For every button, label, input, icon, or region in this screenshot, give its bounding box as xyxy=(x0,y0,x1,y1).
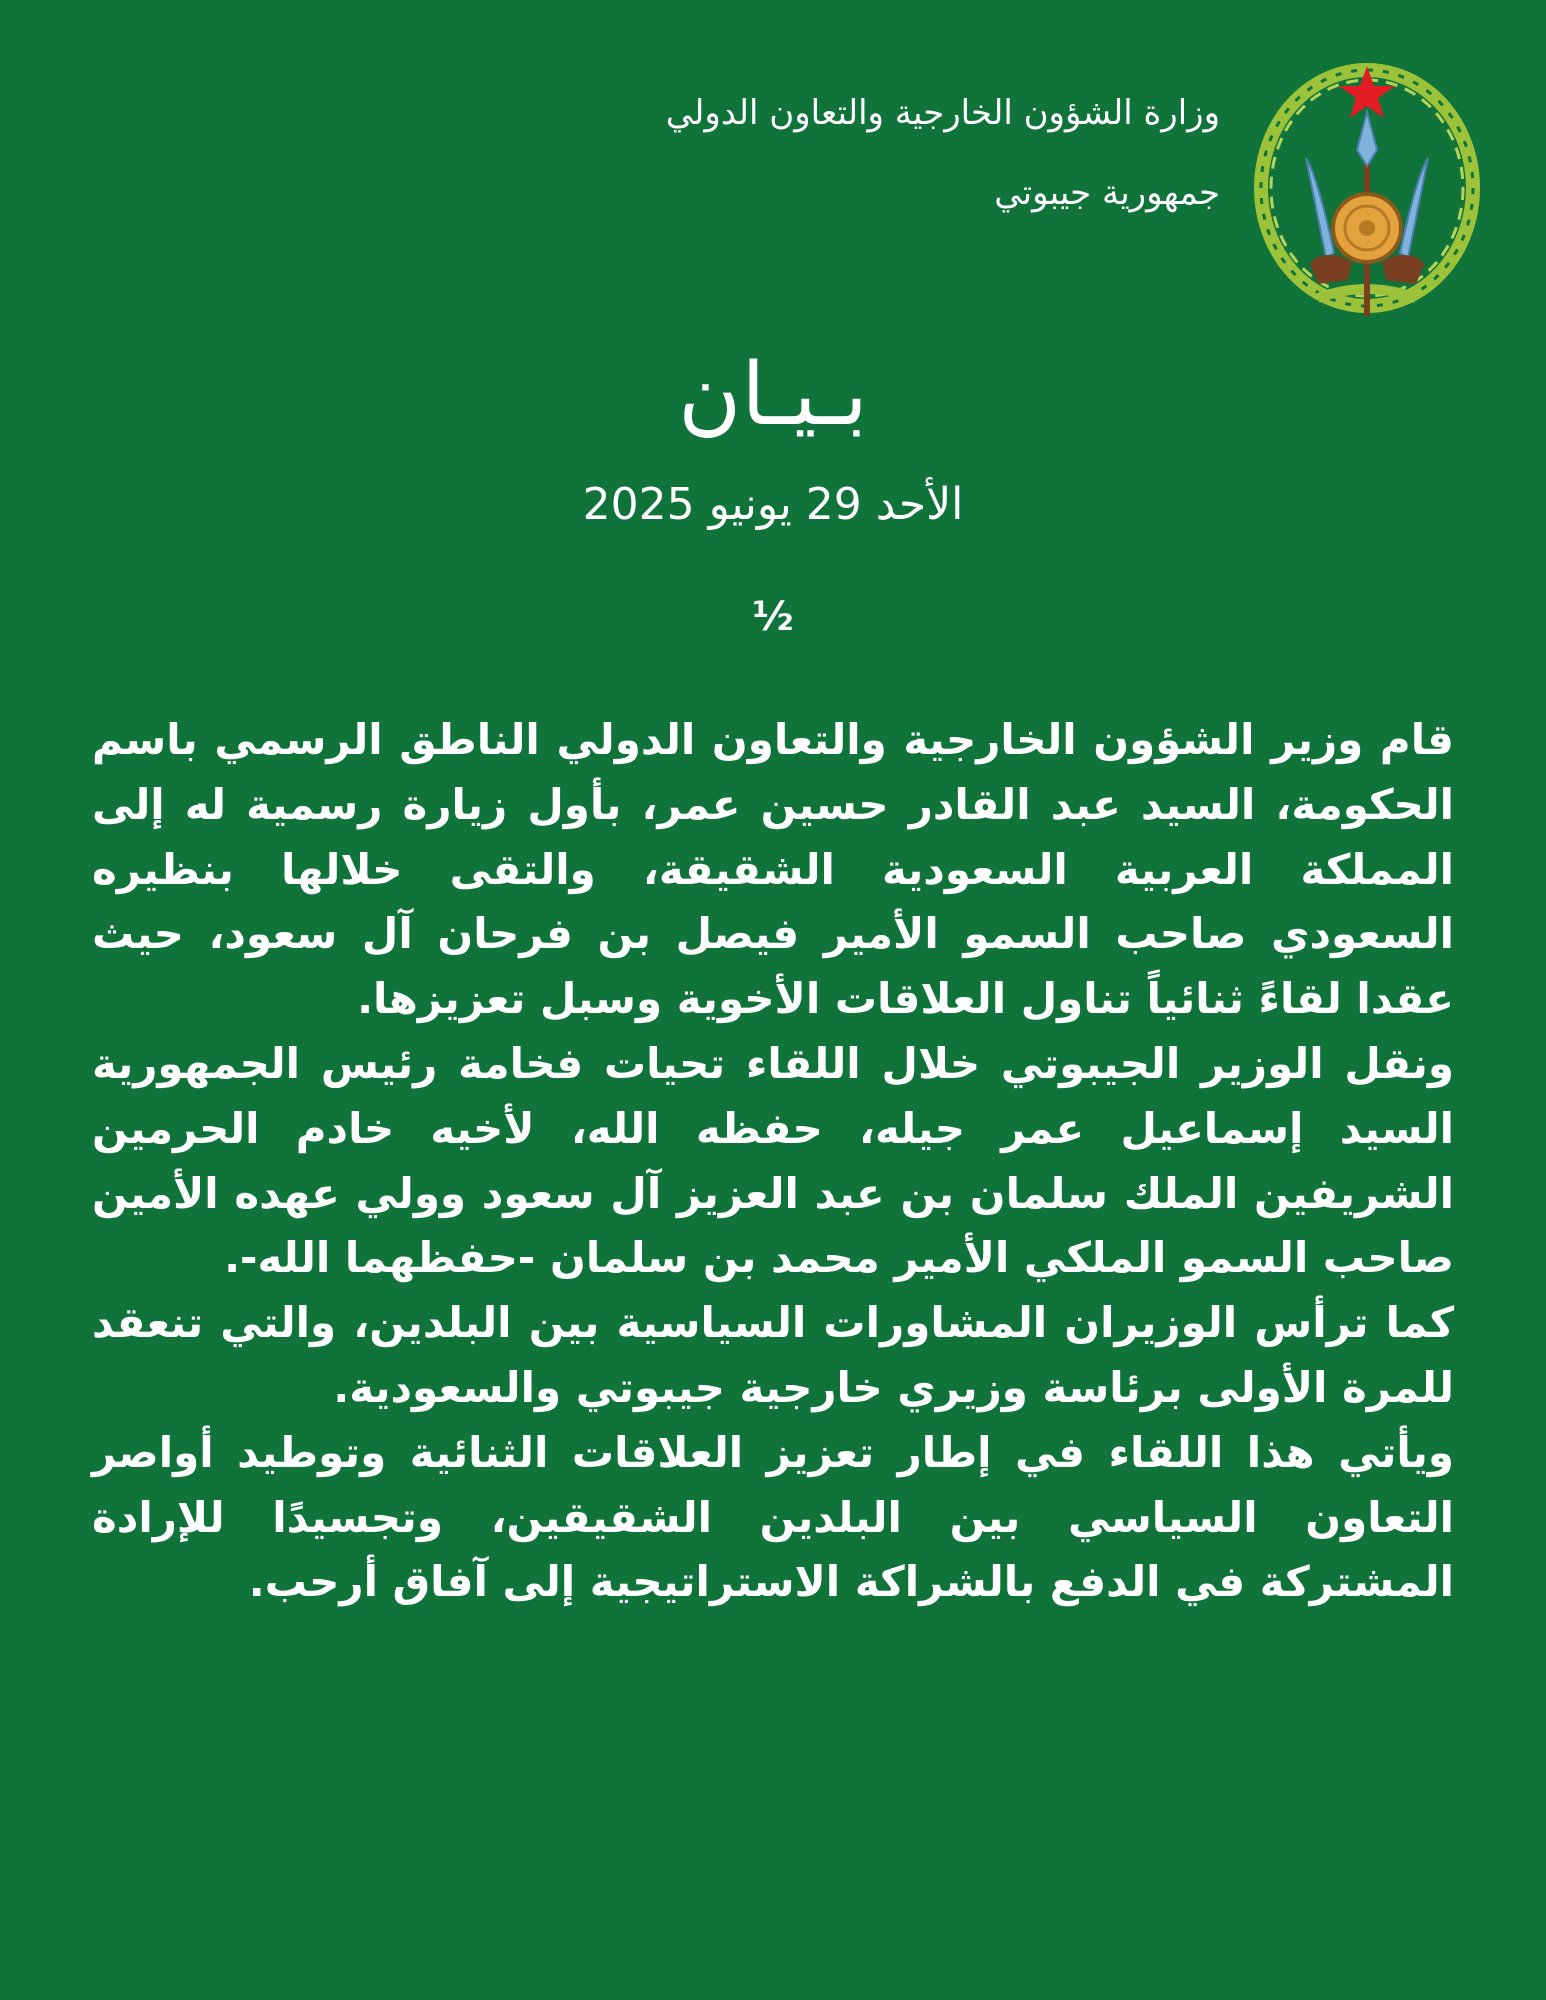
document-title: بـيـان xyxy=(678,345,868,445)
document-date: الأحد 29 يونيو 2025 xyxy=(582,479,964,530)
coat-of-arms-emblem xyxy=(1248,48,1486,320)
ministry-name: وزارة الشؤون الخارجية والتعاون الدولي xyxy=(665,93,1220,133)
paragraph-3: كما ترأس الوزيران المشاورات السياسية بين البلدين، والتي تنعقد للمرة الأولى برئاسة وزيري خارجية جيبوتي والسعودية. xyxy=(92,1298,1454,1412)
country-name: جمهورية جيبوتي xyxy=(994,173,1220,213)
paragraph-2: ونقل الوزير الجيبوتي خلال اللقاء تحيات فخامة رئيس الجمهورية السيد إسماعيل عمر جيله، حفظه الله، لأخيه خادم الحرمين الشريفين الملك سلمان بن عبد العزيز آل سعود وولي عهده الأمين صاحب السمو الملكي الأمير محمد بن سلمان -حفظهما الله-. xyxy=(92,1038,1454,1283)
page-number: ½ xyxy=(752,594,794,640)
shield-icon xyxy=(1333,194,1401,262)
paragraph-1: قام وزير الشؤون الخارجية والتعاون الدولي الناطق الرسمي باسم الحكومة، السيد عبد القادر حسين عمر، بأول زيارة رسمية له إلى المملكة العربية السعودية الشقيقة، والتقى خلالها بنظيره السعودي صاحب السمو الأمير فيصل بن فرحان آل سعود، حيث عقدا لقاءً ثنائياً تناول العلاقات الأخوية وسبل تعزيزها. xyxy=(92,715,1454,1024)
paragraph-4: ويأتي هذا اللقاء في إطار تعزيز العلاقات الثنائية وتوطيد أواصر التعاون السياسي بين البلدين الشقيقين، وتجسيدًا للإرادة المشتركة في الدفع بالشراكة الاستراتيجية إلى آفاق أرحب. xyxy=(92,1427,1454,1607)
right-blade-icon xyxy=(1400,158,1428,258)
left-blade-icon xyxy=(1306,158,1334,258)
statement-body xyxy=(92,708,1454,1615)
header-text-block xyxy=(660,92,1220,214)
